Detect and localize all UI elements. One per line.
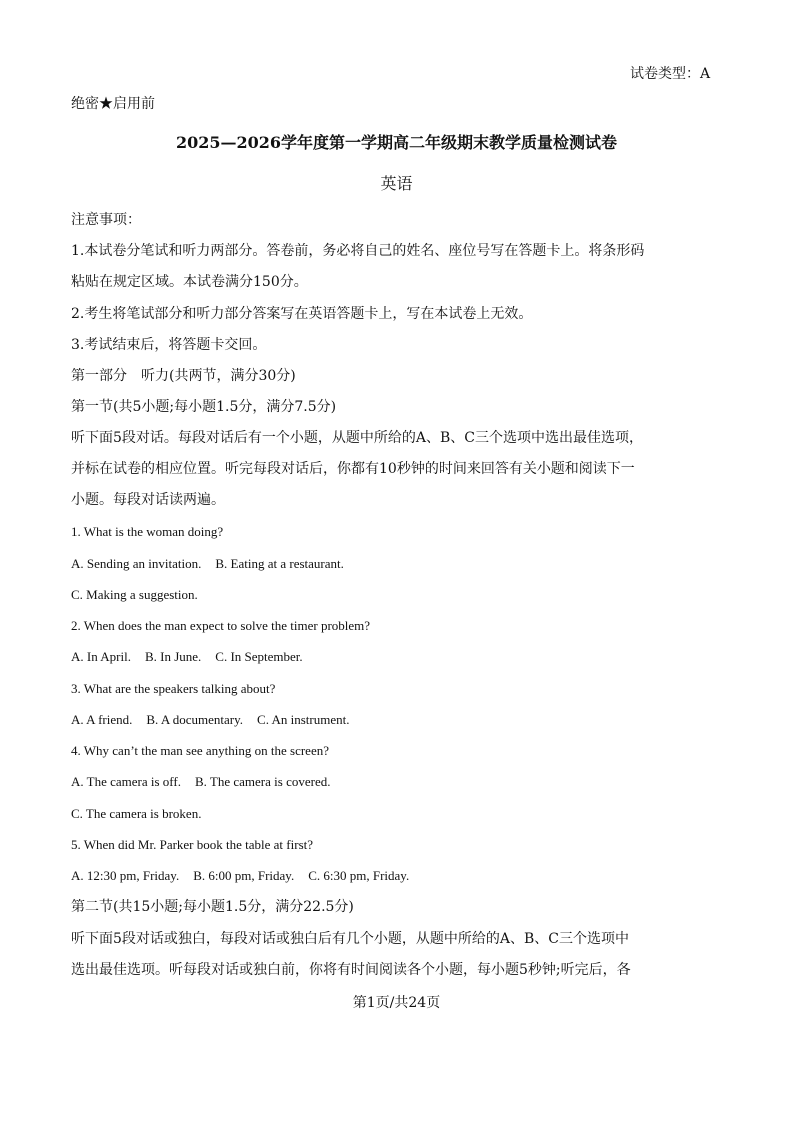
option-c: C. The camera is broken.: [71, 806, 202, 821]
question-3: 3. What are the speakers talking about?: [71, 681, 276, 696]
option-c: C. In September.: [215, 649, 303, 664]
subject-title: 英语: [380, 174, 413, 193]
notice-item: 1.本试卷分笔试和听力两部分。答卷前，务必将自己的姓名、座位号写在答题卡上。将条形码: [71, 243, 645, 259]
option-b: B. The camera is covered.: [194, 774, 331, 789]
paper-type: 试卷类型：A: [630, 66, 711, 82]
section2-instruction: 听下面5段对话或独白，每段对话或独白后有几个小题，从题中所给的A、B、C三个选项中: [71, 931, 630, 947]
section1-instruction: 并标在试卷的相应位置。听完每段对话后，你都有10秒钟的时间来回答有关小题和阅读下一: [71, 461, 635, 477]
notice-item: 3.考试结束后，将答题卡交回。: [71, 337, 267, 353]
section1-instruction: 小题。每段对话读两遍。: [71, 492, 225, 508]
page-number: 第1页/共24页: [352, 995, 441, 1011]
option-a: A. Sending an invitation.: [71, 556, 202, 571]
part1-heading: 第一部分 听力(共两节，满分30分): [71, 368, 296, 384]
notice-heading: 注意事项：: [71, 212, 141, 228]
section2-heading: 第二节(共15小题;每小题1.5分，满分22.5分): [71, 899, 354, 915]
option-b: B. Eating at a restaurant.: [215, 556, 344, 571]
notice-item: 粘贴在规定区域。本试卷满分150分。: [71, 274, 308, 290]
option-a: A. In April.: [71, 649, 131, 664]
question-1-options: [71, 555, 358, 573]
option-a: A. 12:30 pm, Friday.: [71, 868, 180, 883]
option-a: A. A friend.: [71, 712, 133, 727]
question-5-options: [71, 867, 423, 885]
section1-heading: 第一节(共5小题;每小题1.5分，满分7.5分): [71, 399, 337, 415]
option-b: B. In June.: [144, 649, 202, 664]
option-c: C. Making a suggestion.: [71, 587, 198, 602]
option-c: C. 6:30 pm, Friday.: [308, 868, 410, 883]
exam-title: 2025—2026学年度第一学期高二年级期末教学质量检测试卷: [175, 133, 618, 152]
question-4-options: [71, 773, 344, 791]
question-2-options: [71, 648, 317, 666]
option-b: B. A documentary.: [146, 712, 244, 727]
question-2: 2. When does the man expect to solve the timer problem?: [71, 618, 371, 633]
question-5: 5. When did Mr. Parker book the table at first?: [71, 837, 314, 852]
confidential-label: 绝密★启用前: [71, 96, 155, 112]
notice-item: 2.考生将笔试部分和听力部分答案写在英语答题卡上，写在本试卷上无效。: [71, 306, 533, 322]
question-1: 1. What is the woman doing?: [71, 524, 224, 539]
question-3-options: [71, 711, 364, 729]
section2-instruction: 选出最佳选项。听每段对话或独白前，你将有时间阅读各个小题，每小题5秒钟;听完后，各: [71, 962, 631, 978]
option-a: A. The camera is off.: [71, 774, 181, 789]
section1-instruction: 听下面5段对话。每段对话后有一个小题，从题中所给的A、B、C三个选项中选出最佳选项，: [71, 430, 644, 446]
question-4: 4. Why can’t the man see anything on the screen?: [71, 743, 329, 758]
option-b: B. 6:00 pm, Friday.: [193, 868, 295, 883]
option-c: C. An instrument.: [257, 712, 350, 727]
